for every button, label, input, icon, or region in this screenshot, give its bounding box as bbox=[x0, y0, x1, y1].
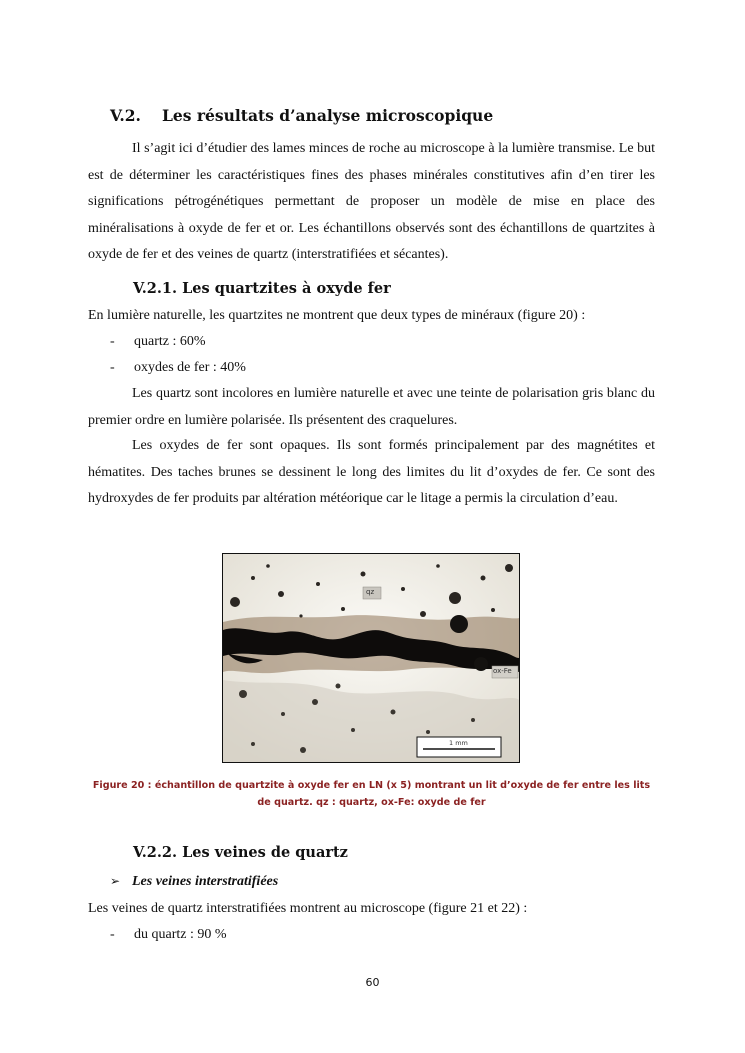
subsection-heading-quartzites: V.2.1. Les quartzites à oxyde fer bbox=[133, 280, 391, 297]
veines-lead: Les veines de quartz interstratifiées montrent au microscope (figure 21 et 22) : bbox=[88, 901, 528, 916]
bullet-text: oxydes de fer : 40% bbox=[134, 360, 246, 375]
micrograph-image bbox=[223, 554, 519, 762]
figure-20-micrograph bbox=[222, 553, 520, 763]
bullet-dash: - bbox=[110, 360, 115, 375]
bullet-item bbox=[110, 922, 227, 948]
bullet-text: quartz : 60% bbox=[134, 334, 206, 349]
quartzites-lead: En lumière naturelle, les quartzites ne montrent que deux types de minéraux (figure 20) : bbox=[88, 308, 586, 323]
bullet-item bbox=[110, 355, 246, 381]
section-title: Les résultats d’analyse microscopique bbox=[162, 106, 494, 125]
oxydes-paragraph: Les oxydes de fer sont opaques. Ils sont formés principalement par des magnétites et hématites. Des taches brunes se dessinent le long des limites du lit d’oxydes de fer. Ce sont des hydroxydes de fer produits par altération météorique car le litage a permis la circulation d’eau. bbox=[88, 438, 655, 506]
quartz-paragraph: Les quartz sont incolores en lumière naturelle et avec une teinte de polarisation gris blanc du premier ordre en lumière polarisée. Ils présentent des craquelures. bbox=[88, 386, 655, 428]
scale-bar-label: 1 mm bbox=[449, 739, 468, 747]
section-number: V.2. bbox=[110, 106, 141, 125]
label-ox-fe: ox-Fe bbox=[493, 667, 512, 675]
page-number: 60 bbox=[365, 976, 380, 989]
figure-20-caption: Figure 20 : échantillon de quartzite à oxyde fer en LN (x 5) montrant un lit d’oxyde de fer entre les lits de quartz. qz : quartz, ox-Fe: oxyde de fer bbox=[92, 780, 651, 808]
arrow-item-text: Les veines interstratifiées bbox=[132, 874, 279, 889]
bullet-dash: - bbox=[110, 927, 115, 942]
arrowhead-icon: ➢ bbox=[110, 874, 121, 888]
arrow-list-item bbox=[110, 874, 278, 890]
section-heading bbox=[110, 106, 493, 125]
label-qz: qz bbox=[366, 588, 375, 596]
bullet-text: du quartz : 90 % bbox=[134, 927, 227, 942]
intro-paragraph: Il s’agit ici d’étudier des lames minces de roche au microscope à la lumière transmise. Le but est de déterminer les caractéristiques fines des phases minérales constitutives afin d’en tirer les significations pétrogénétiques permettant de proposer un modèle de mise en place des minéralisations à oxyde de fer et or. Les échantillons observés sont des échantillons de quartzites à oxyde de fer et des veines de quartz (interstratifiées et sécantes). bbox=[88, 141, 655, 262]
bullet-item bbox=[110, 329, 206, 355]
subsection-heading-veines: V.2.2. Les veines de quartz bbox=[133, 844, 348, 861]
bullet-dash: - bbox=[110, 334, 115, 349]
